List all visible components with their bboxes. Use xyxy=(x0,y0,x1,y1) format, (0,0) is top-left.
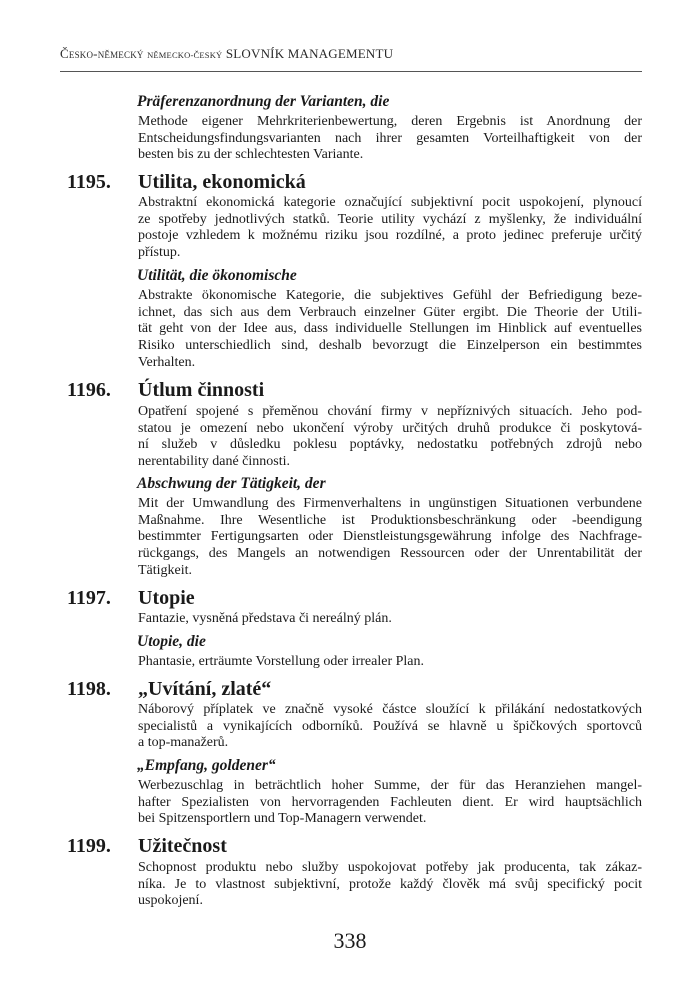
entry-czech-definition xyxy=(138,195,642,262)
text-line: bestimmter Fertigungsarten oder Dienstleistungsgewährung infolge des Nachfrage- xyxy=(138,529,642,545)
german-term: Präferenzanordnung der Varianten, die xyxy=(137,93,390,110)
text-line: Phantasie, erträumte Vorstellung oder irrealer Plan. xyxy=(138,654,425,669)
text-line: Fantazie, vysněná představa či nereálný plán. xyxy=(138,611,392,626)
entry-term: Utopie xyxy=(138,587,195,609)
german-term: Utopie, die xyxy=(137,633,206,650)
text-line: Verhalten. xyxy=(138,354,196,370)
entry-czech-definition xyxy=(138,611,642,628)
text-line: uspokojení. xyxy=(138,893,203,909)
header-dictionary-title: SLOVNÍK MANAGEMENTU xyxy=(225,46,394,61)
text-line: Entscheidungsfindungsvarianten nach ihrer gesamten Vorteilhaftigkeit von der xyxy=(138,130,642,146)
text-line: Risiko unterschiedlich sind, deshalb bevorzugt die Einzelperson ein bestimmtes xyxy=(138,338,642,354)
text-line: ichnet, das sich aus dem Verbrauch einzelner Güter ergibt. Die Theorie der Utili- xyxy=(138,304,642,320)
entry-german-continuation xyxy=(138,93,642,164)
text-line: Methode eigener Mehrkriterienbewertung, deren Ergebnis ist Anordnung der xyxy=(138,114,642,129)
text-line: postoje vzhledem k možnému riziku jsou rozdílné, a proto jedinec preferuje určitý xyxy=(138,228,642,244)
header-german-czech: NĚMECKO-ČESKÝ xyxy=(147,50,223,60)
text-line: bei Spitzensportlern und Top-Managern verwendet. xyxy=(138,811,427,827)
header-czech-german: Česko-německý xyxy=(60,46,144,61)
text-line: a top-manažerů. xyxy=(138,735,229,751)
text-line: Abstrakte ökonomische Kategorie, die subjektives Gefühl der Befriedigung beze- xyxy=(138,288,642,303)
entry-czech-definition xyxy=(138,702,642,752)
text-line: přístup. xyxy=(138,245,181,261)
header-rule xyxy=(60,71,642,72)
text-line: Abstraktní ekonomická kategorie označující subjektivní pocit uspokojení, plynoucí xyxy=(138,195,642,210)
text-line: níka. Je to vlastnost subjektivní, protože každý člověk má svůj specifický pocit xyxy=(138,876,642,892)
entry-term: Utilita, ekonomická xyxy=(138,171,306,193)
text-line: Opatření spojené s přeměnou chování firmy v nepříznivých situacích. Jeho pod- xyxy=(138,404,642,419)
entry-number: 1199. xyxy=(67,835,111,857)
running-header xyxy=(60,46,393,62)
entry-term: Útlum činnosti xyxy=(138,379,265,401)
entry-term: „Uvítání, zlaté“ xyxy=(138,678,272,700)
text-line: ze spotřeby jednotlivých statků. Teorie utility vychází z myšlenky, že individuální xyxy=(138,211,642,227)
text-line: rückgangs, des Mangels an notwendigen Ressourcen oder der Unrentabilität der xyxy=(138,546,642,562)
entry-german-definition xyxy=(138,757,642,828)
text-line: Náborový příplatek ve značně vysoké částce sloužící k přilákání nedostatkových xyxy=(138,702,642,717)
text-line: Maßnahme. Ihre Wesentliche ist Produktionsbeschränkung oder -beendigung xyxy=(138,512,642,528)
entry-term: Užitečnost xyxy=(138,835,227,857)
text-line: Schopnost produktu nebo služby uspokojovat potřeby jak producenta, tak zákaz- xyxy=(138,860,642,875)
text-line: besten bis zu der schlechtesten Variante. xyxy=(138,147,364,163)
entry-number: 1196. xyxy=(67,379,111,401)
entry-czech-definition xyxy=(138,860,642,910)
entry-german-definition xyxy=(138,633,642,671)
text-line: Werbezuschlag in beträchtlich hoher Summe, der für das Heranziehen mangel- xyxy=(138,778,642,793)
text-line: Mit der Umwandlung des Firmenverhaltens in ungünstigen Situationen verbundene xyxy=(138,496,642,511)
entry-czech-definition xyxy=(138,404,642,471)
text-line: nerentability dané činnosti. xyxy=(138,454,291,470)
text-line: specialistů a vynikajících odborníků. Používá se hlavně u špičkových sportovců xyxy=(138,718,642,734)
text-line: tät geht von der Idee aus, dass individuelle Stellungen im Hinblick auf eventuelles xyxy=(138,321,642,337)
entry-number: 1195. xyxy=(67,171,111,193)
german-term: „Empfang, goldener“ xyxy=(137,757,276,774)
entry-number: 1197. xyxy=(67,587,111,609)
german-term: Abschwung der Tätigkeit, der xyxy=(137,475,326,492)
text-line: Tätigkeit. xyxy=(138,562,193,578)
text-line: ní služeb v důsledku poklesu poptávky, nedostatku potřebných zdrojů nebo xyxy=(138,437,642,453)
entry-german-definition xyxy=(138,267,642,371)
entry-number: 1198. xyxy=(67,678,111,700)
text-line: statou je omezení nebo ukončení výroby určitých druhů produkce či poskytová- xyxy=(138,420,642,436)
text-line: hafter Spezialisten von hervorragenden Fachleuten dient. Er wird hauptsächlich xyxy=(138,794,642,810)
entry-german-definition xyxy=(138,475,642,579)
german-term: Utilität, die ökonomische xyxy=(137,267,297,284)
page-number: 338 xyxy=(333,928,367,953)
